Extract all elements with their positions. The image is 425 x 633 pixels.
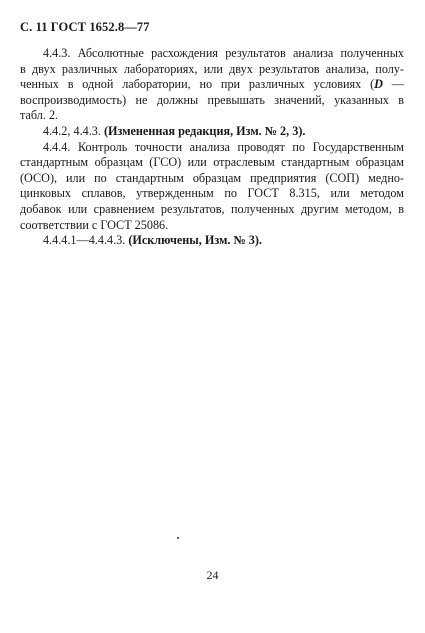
math-symbol: D <box>374 77 383 92</box>
text-line: в двух различных лабораториях, или двух результатов анализа, полу- <box>20 61 404 76</box>
text-line: соответствии с ГОСТ 25086. <box>20 217 169 232</box>
text-line: 4.4.4. Контроль точности анализа проводят по Государственным <box>43 139 404 154</box>
clause-number: 4.4.2, 4.4.3. <box>43 123 104 138</box>
page-number: 24 <box>206 568 219 582</box>
paragraph-4-4-4 <box>20 140 404 234</box>
paragraph-4-4-3 <box>20 46 404 124</box>
text-line: 4.4.3. Абсолютные расхождения результатов анализа полученных <box>43 46 404 60</box>
document-body <box>20 46 404 249</box>
text-fragment: ченных в одной лаборатории, но при различных условиях ( <box>20 77 375 92</box>
amendment-text: (Измененная редакция, Изм. № 2, 3). <box>103 123 306 138</box>
paragraph-exclusion-note <box>20 233 404 249</box>
text-line: добавок или сравнением результатов, полученных другим методом, в <box>20 201 404 216</box>
paragraph-amendment-note <box>20 124 404 140</box>
text-line: стандартным образцам (ГСО) или отраслевым стандартным образцам <box>20 155 404 170</box>
speck-mark <box>177 537 179 539</box>
text-fragment: — <box>382 77 404 92</box>
exclusion-text: (Исключены, Изм. № 3). <box>128 233 262 248</box>
text-line: воспроизводимость) не должны превышать значений, указанных в <box>20 92 404 107</box>
text-line: (ОСО), или по стандартным образцам предприятия (СОП) медно- <box>20 170 404 185</box>
clause-number: 4.4.4.1—4.4.4.3. <box>43 233 129 248</box>
page-header: С. 11 ГОСТ 1652.8—77 <box>20 20 150 34</box>
text-line: цинковых сплавов, утвержденным по ГОСТ 8.315, или методом <box>20 186 404 201</box>
text-line: табл. 2. <box>20 108 59 123</box>
text-line <box>20 77 404 93</box>
